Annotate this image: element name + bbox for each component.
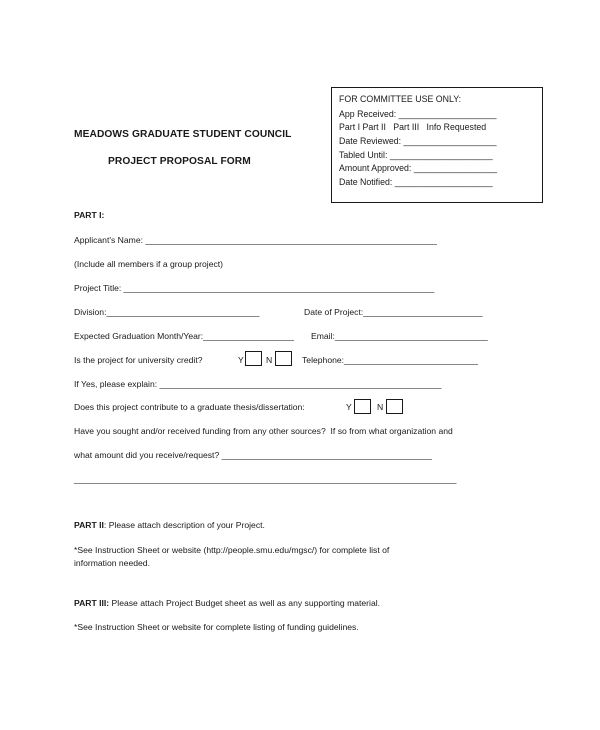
part3-note: *See Instruction Sheet or website for complete listing of funding guidelines.	[74, 622, 359, 632]
funding-question: Have you sought and/or received funding from any other sources? If so from what organization and	[74, 426, 453, 436]
part3-line	[74, 598, 380, 609]
amount-approved-field[interactable]: Amount Approved: _________________	[339, 163, 497, 173]
part3-text: Please attach Project Budget sheet as well as any supporting material.	[109, 598, 381, 608]
project-title-field[interactable]: Project Title: _________________________________________________________________	[74, 283, 435, 293]
committee-use-box	[331, 87, 543, 203]
univ-credit-no-label: N	[266, 355, 273, 365]
funding-blank-line[interactable]: ________________________________________________________________________________	[74, 474, 457, 484]
tabled-until-field[interactable]: Tabled Until: _____________________	[339, 150, 493, 160]
division-field[interactable]: Division:________________________________	[74, 307, 260, 317]
univ-credit-yes-label: Y	[238, 355, 244, 365]
thesis-question: Does this project contribute to a graduate thesis/dissertation:	[74, 402, 305, 412]
form-title: PROJECT PROPOSAL FORM	[108, 156, 251, 167]
council-title: MEADOWS GRADUATE STUDENT COUNCIL	[74, 129, 292, 140]
part2-line	[74, 520, 265, 531]
univ-credit-yes-checkbox[interactable]	[245, 351, 262, 366]
date-notified-field[interactable]: Date Notified: ____________________	[339, 177, 493, 187]
part2-label: PART II	[74, 520, 104, 530]
thesis-no-checkbox[interactable]	[386, 399, 403, 414]
app-received-field[interactable]: App Received: ____________________	[339, 109, 497, 119]
thesis-yes-checkbox[interactable]	[354, 399, 371, 414]
committee-heading: FOR COMMITTEE USE ONLY:	[339, 94, 462, 104]
part-info-line: Part I Part II Part III Info Requested	[339, 122, 487, 132]
part2-note-2: information needed.	[74, 558, 150, 568]
telephone-field[interactable]: Telephone:____________________________	[302, 355, 478, 365]
if-yes-explain-field[interactable]: If Yes, please explain: ___________________________________________________________	[74, 379, 442, 389]
funding-amount-field[interactable]: what amount did you receive/request? ____________________________________________	[74, 450, 432, 460]
date-reviewed-field[interactable]: Date Reviewed: ___________________	[339, 136, 497, 146]
part3-label: PART III:	[74, 598, 110, 608]
part1-heading: PART I:	[74, 210, 105, 220]
part2-text: : Please attach description of your Project.	[103, 520, 265, 530]
date-of-project-field[interactable]: Date of Project:_________________________	[304, 307, 483, 317]
university-credit-question: Is the project for university credit?	[74, 355, 203, 365]
graduation-field[interactable]: Expected Graduation Month/Year:___________________	[74, 331, 294, 341]
email-field[interactable]: Email:________________________________	[311, 331, 488, 341]
part2-note-1: *See Instruction Sheet or website (http://people.smu.edu/mgsc/) for complete list of	[74, 545, 390, 555]
univ-credit-no-checkbox[interactable]	[275, 351, 292, 366]
thesis-yes-label: Y	[346, 402, 352, 412]
thesis-no-label: N	[377, 402, 384, 412]
applicant-name-field[interactable]: Applicant's Name: _____________________________________________________________	[74, 235, 437, 245]
include-members-note: (Include all members if a group project)	[74, 259, 224, 269]
